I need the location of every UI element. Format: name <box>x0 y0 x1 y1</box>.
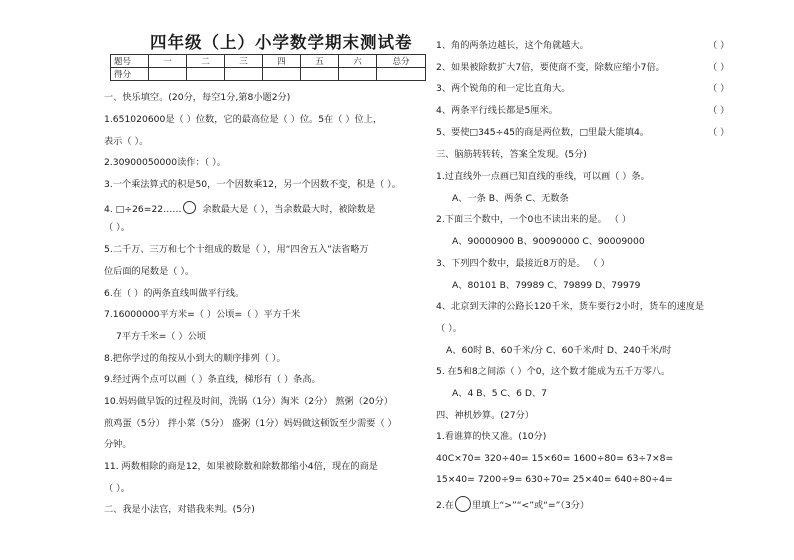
question-line: 位后面的尾数是（ ）。 <box>104 266 195 277</box>
answer-paren: （ ） <box>708 105 730 116</box>
question-line <box>436 496 589 512</box>
question-line: 6.在（ ）的两条直线叫做平行线。 <box>104 288 245 299</box>
score-cell: 题号 <box>111 55 149 68</box>
answer-paren: （ ） <box>708 62 730 73</box>
section-heading: 三、脑筋转转转，答案全发现。(5分) <box>436 149 587 160</box>
score-row-label: 得分 <box>111 68 149 81</box>
judge-item: 2、如果被除数扩大7倍，要使商不变，除数应缩小7倍。 <box>436 62 665 73</box>
section-heading: 一、快乐填空。(20分，每空1分,第8小题2分) <box>104 92 291 103</box>
question-line: （ ）。 <box>104 222 130 233</box>
question-line: 7平方千米=（ ）公顷 <box>116 331 206 342</box>
judge-item: 1、角的两条边越长，这个角就越大。 <box>436 40 589 51</box>
question-prefix: 4. □÷26=22…… <box>104 204 182 215</box>
score-cell-empty <box>377 68 426 81</box>
question-line: 分钟。 <box>104 439 132 450</box>
score-cell-empty <box>149 68 187 81</box>
score-table-header-row <box>111 55 426 68</box>
question-line: 5. 在5和8之间添（ ）个0，这个数才能成为五千万零八。 <box>436 366 671 377</box>
score-cell: 三 <box>225 55 263 68</box>
question-line: 10.妈妈做早饭的过程及时间，洗锅（1分）淘米（2分） 熬粥（20分） <box>104 396 393 407</box>
question-line: （ ）。 <box>104 483 130 494</box>
choice-options: A、80101 B、79989 C、79899 D、79979 <box>452 280 641 291</box>
section-heading: 二、我是小法官，对错我来判。(5分) <box>104 504 255 515</box>
score-cell-empty <box>301 68 339 81</box>
choice-options: A、一条 B、两条 C、无数条 <box>452 193 569 204</box>
score-table <box>110 54 426 81</box>
question-line: 9.经过两个点可以画（ ）条直线，梯形有（ ）条高。 <box>104 374 321 385</box>
choice-options: A、60时 B、60千米/分 C、60千米/时 D、240千米/时 <box>446 345 672 356</box>
judge-item: 4、两条平行线长都是5厘米。 <box>436 105 558 116</box>
calc-row: 40C×70= 320÷40= 15×60= 1600÷80= 63÷7×8= <box>436 453 674 464</box>
question-line: 5.二千万、三万和七个十组成的数是（ ），用“四舍五入”法省略万 <box>104 244 369 255</box>
question-line: 2.30900050000读作：（ ）。 <box>104 157 226 168</box>
judge-item: 3、两个锐角的和一定比直角大。 <box>436 83 571 94</box>
score-table-score-row <box>111 68 426 81</box>
question-text: 余数最大是（ ），当余数最大时，被除数是 <box>202 204 376 215</box>
question-prefix: 2.在 <box>436 500 454 511</box>
question-line: 11. 两数相除的商是12，如果被除数和除数都缩小4倍，现在的商是 <box>104 461 378 472</box>
question-text: 里填上“>”“<”或“=”（3分） <box>471 500 590 511</box>
score-cell: 总分 <box>377 55 426 68</box>
judge-item: 5、要使□345÷45的商是两位数，□里最大能填4。 <box>436 127 649 138</box>
question-line <box>104 201 375 216</box>
question-line: 4、北京到天津的公路长120千米，货车要行2小时，货车的速度是 <box>436 301 705 312</box>
score-cell-empty <box>225 68 263 81</box>
score-cell: 一 <box>149 55 187 68</box>
question-line: 3.一个乘法算式的积是50，一个因数乘12，另一个因数不变，积是（ ）。 <box>104 179 401 190</box>
answer-paren: （ ） <box>708 40 730 51</box>
question-line: 7.16000000平方米=（ ）公顷=（ ）平方千米 <box>104 309 301 320</box>
question-line: 1.过直线外一点画已知直线的垂线，可以画（ ）条。 <box>436 171 650 182</box>
score-cell: 四 <box>263 55 301 68</box>
question-line: 表示（ ）。 <box>104 136 149 147</box>
remainder-circle-icon <box>183 201 196 214</box>
score-cell: 六 <box>339 55 377 68</box>
answer-paren: （ ） <box>708 83 730 94</box>
section-heading: 四、神机妙算。(27分） <box>436 410 534 421</box>
choice-options: A、4 B、5 C、6 D、7 <box>452 388 547 399</box>
calc-row: 15×40= 7200÷9= 630÷70= 25×40= 640÷80÷4= <box>436 474 673 485</box>
page-title: 四年级（上）小学数学期末测试卷 <box>150 33 413 52</box>
question-line: 1.651020600是（ ）位数，它的最高位是（ ）位。5在（ ）位上， <box>104 114 383 125</box>
choice-options: A、90000900 B、90090000 C、90009000 <box>452 236 645 247</box>
score-cell-empty <box>187 68 225 81</box>
score-cell-empty <box>339 68 377 81</box>
question-line: 3、下列四个数中，最接近8万的是。 （ ） <box>436 258 610 269</box>
question-line: （ ）。 <box>436 323 462 334</box>
answer-paren: （ ） <box>708 127 730 138</box>
compare-circle-icon <box>455 496 471 512</box>
question-line: 2.下面三个数中，一个0也不读出来的是。 （ ） <box>436 214 632 225</box>
score-cell: 二 <box>187 55 225 68</box>
score-cell-empty <box>263 68 301 81</box>
question-line: 煎鸡蛋（5分） 拌小菜（5分） 盛粥（1分）妈妈做这顿饭至少需要（ ） <box>104 418 397 429</box>
question-line: 1.看谁算的快又准。(10分) <box>436 431 547 442</box>
score-cell: 五 <box>301 55 339 68</box>
question-line: 8.把你学过的角按从小到大的顺序排列（ ）。 <box>104 353 286 364</box>
